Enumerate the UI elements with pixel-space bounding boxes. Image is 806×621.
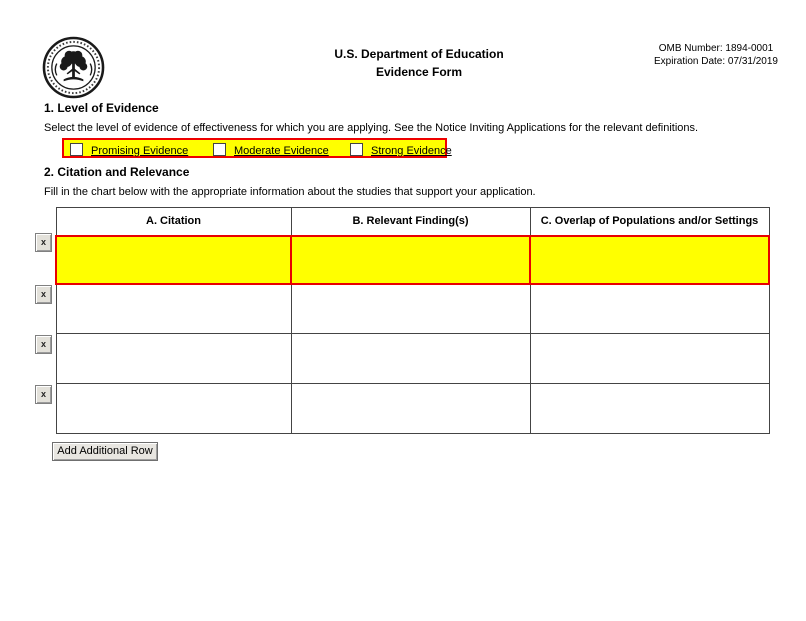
level-of-evidence-group <box>62 138 452 158</box>
citation-cell[interactable] <box>56 334 291 384</box>
moderate-evidence-checkbox[interactable] <box>213 143 226 156</box>
column-header-relevant-findings: B. Relevant Finding(s) <box>291 208 530 236</box>
relevant-findings-cell[interactable] <box>291 334 530 384</box>
overlap-cell[interactable] <box>530 284 769 334</box>
agency-title: U.S. Department of Education <box>334 47 504 61</box>
table-row <box>56 236 769 284</box>
promising-evidence-label: Promising Evidence <box>91 145 189 157</box>
section1-heading: 1. Level of Evidence <box>44 101 159 115</box>
add-additional-row-button[interactable]: Add Additional Row <box>52 442 158 461</box>
section2-instruction: Fill in the chart below with the appropriate information about the studies that support your application. <box>44 186 536 198</box>
section2-heading: 2. Citation and Relevance <box>44 165 190 179</box>
omb-number: OMB Number: 1894-0001 <box>658 43 774 54</box>
section1-instruction: Select the level of evidence of effectiveness for which you are applying. See the Notice Inviting Applications for the relevant definitions. <box>44 122 699 134</box>
omb-block <box>636 42 796 68</box>
option-strong-evidence <box>350 141 452 155</box>
department-of-education-seal <box>42 36 105 99</box>
seal-graphic <box>42 36 105 99</box>
relevant-findings-cell[interactable] <box>291 236 530 284</box>
moderate-evidence-label: Moderate Evidence <box>234 145 329 157</box>
overlap-cell[interactable] <box>530 334 769 384</box>
remove-row-4-button[interactable]: x <box>35 385 52 404</box>
column-header-citation: A. Citation <box>56 208 291 236</box>
column-header-overlap: C. Overlap of Populations and/or Settings <box>530 208 769 236</box>
form-title: Evidence Form <box>375 65 463 79</box>
table-row <box>56 284 769 334</box>
citation-cell[interactable] <box>56 236 291 284</box>
table-row <box>56 334 769 384</box>
citation-table <box>55 207 770 434</box>
relevant-findings-cell[interactable] <box>291 384 530 434</box>
expiration-date: Expiration Date: 07/31/2019 <box>654 56 778 67</box>
overlap-cell[interactable] <box>530 236 769 284</box>
table-row <box>56 384 769 434</box>
option-moderate-evidence <box>213 141 329 155</box>
remove-row-1-button[interactable]: x <box>35 233 52 252</box>
strong-evidence-label: Strong Evidence <box>371 145 452 157</box>
remove-row-3-button[interactable]: x <box>35 335 52 354</box>
option-promising-evidence <box>70 141 188 155</box>
promising-evidence-checkbox[interactable] <box>70 143 83 156</box>
table-header-row <box>56 208 769 236</box>
citation-cell[interactable] <box>56 284 291 334</box>
relevant-findings-cell[interactable] <box>291 284 530 334</box>
citation-cell[interactable] <box>56 384 291 434</box>
remove-row-2-button[interactable]: x <box>35 285 52 304</box>
overlap-cell[interactable] <box>530 384 769 434</box>
form-header <box>263 45 575 81</box>
strong-evidence-checkbox[interactable] <box>350 143 363 156</box>
